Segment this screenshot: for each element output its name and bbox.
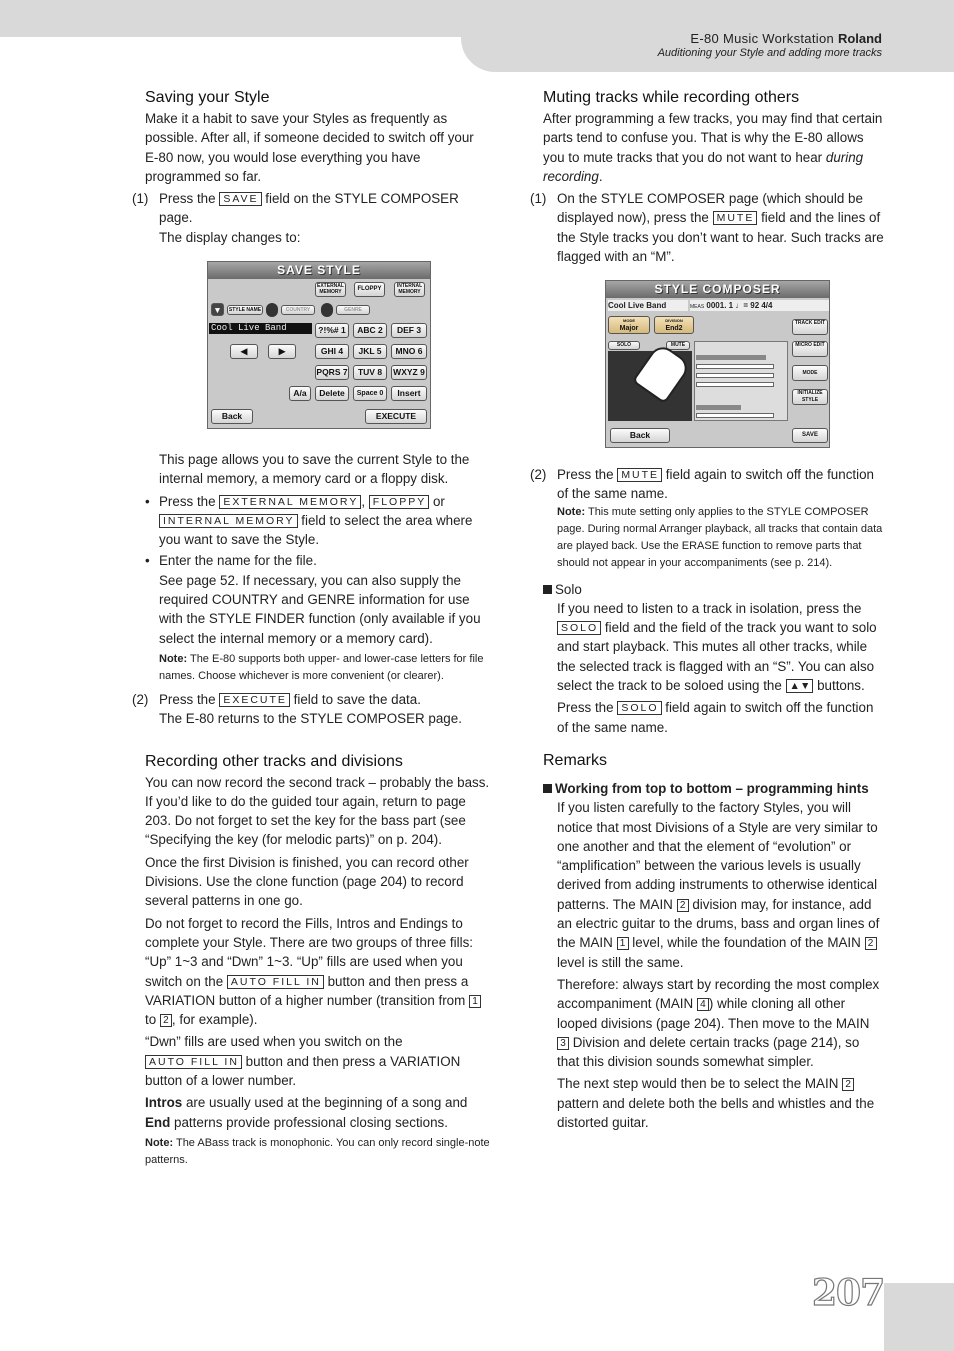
internal-memory-button[interactable]: INTERNAL MEMORY xyxy=(394,282,425,297)
save-style-screen xyxy=(207,261,431,429)
style-name-field: Cool Live Band xyxy=(608,300,688,311)
hint-heading: Working from top to bottom – programming hints xyxy=(543,779,885,798)
cursor-right-button[interactable]: ▶ xyxy=(268,344,296,359)
division-field[interactable]: DIVISION End2 xyxy=(654,316,694,334)
initialize-style-button[interactable]: INITIALIZE STYLE xyxy=(792,389,828,405)
right-column-bottom xyxy=(530,465,885,1135)
genre-toggle[interactable] xyxy=(321,303,333,317)
step-1: (1) Press the SAVE field on the STYLE COMPOSER page. The display changes to: xyxy=(132,191,459,245)
paragraph: Once the first Division is finished, you can record other Divisions. Use the clone function (page 204) to record several patterns in one go. xyxy=(145,854,469,909)
mute-button[interactable]: MUTE xyxy=(666,341,690,350)
save-button[interactable]: SAVE xyxy=(792,428,828,443)
insert-button[interactable]: Insert xyxy=(391,386,427,401)
auto-fill-in-key: AUTO FILL IN xyxy=(227,975,324,989)
solo-key: SOLO xyxy=(557,621,601,635)
track-bar xyxy=(696,405,741,410)
auto-fill-in-key: AUTO FILL IN xyxy=(145,1055,242,1069)
paragraph: The next step would then be to select the MAIN 2 pattern and delete both the bells and whistles and the distorted guitar. xyxy=(557,1076,875,1131)
header-subtitle: Auditioning your Style and adding more tracks xyxy=(657,47,882,59)
key-4[interactable]: GHI 4 xyxy=(315,344,349,359)
paragraph: If you listen carefully to the factory Styles, you will notice that most Divisions of a Style are very similar to one another and that the element of “evolution” or “amplification” between the various levels is usually derived from adding instruments to otherwise identical patterns. The MAIN 2 division may, for instance, add an electric guitar to the drums, bass and organ lines of the MAIN 1 level, while the foundation of the MAIN 2 level is still the same. xyxy=(557,800,880,970)
key-6[interactable]: MNO 6 xyxy=(391,344,427,359)
step-2: (2) Press the EXECUTE field to save the data. The E-80 returns to the STYLE COMPOSER page. xyxy=(132,691,462,727)
paragraph: After programming a few tracks, you may find that certain parts tend to confuse you. That is why the E-80 allows you to mute tracks that you do not want to hear during recording. xyxy=(543,111,883,184)
page-corner xyxy=(884,1283,954,1351)
step-2: (2) Press the MUTE field again to switch off the function of the same name. xyxy=(530,467,874,502)
track-edit-button[interactable]: TRACK EDIT xyxy=(792,319,828,335)
solo-button[interactable]: SOLO xyxy=(608,341,640,350)
paragraph: If you need to listen to a track in isolation, press the SOLO field and the field of the track you want to solo and start playback. This mutes all other tracks, while the selected track is flagged with an “S”. You can also select the track to be soloed using the ▲▼ buttons. xyxy=(557,600,877,694)
micro-edit-button[interactable]: MICRO EDIT xyxy=(792,341,828,357)
paragraph: Intros are usually used at the beginning of a song and End patterns provide professional closing sections. xyxy=(145,1095,468,1130)
key-8[interactable]: TUV 8 xyxy=(353,365,387,380)
meas-readout: MEAS 0001. 1 ♩= 92 4/4 xyxy=(690,300,829,311)
execute-key: EXECUTE xyxy=(219,693,290,707)
section-title: Muting tracks while recording others xyxy=(543,89,800,106)
left-column-top xyxy=(132,88,490,247)
genre-label[interactable]: GENRE xyxy=(336,305,370,315)
paragraph: “Dwn” fills are used when you switch on the AUTO FILL IN button and then press a VARIATION button of a lower number. xyxy=(145,1034,461,1089)
mode-field[interactable]: MODE Major xyxy=(608,316,650,334)
mute-key: MUTE xyxy=(713,211,758,225)
right-column-top xyxy=(530,88,885,266)
floppy-button[interactable]: FLOPPY xyxy=(354,282,385,297)
paragraph: Therefore: always start by recording the most complex accompaniment (MAIN 4 ) while cloning all other looped divisions (page 204). Then move to the MAIN 3 Division and delete certain tracks (page 214), so that this division sounds somewhat simpler. xyxy=(557,976,880,1070)
mute-key: MUTE xyxy=(617,468,662,482)
track-bar xyxy=(696,382,774,387)
back-button[interactable]: Back xyxy=(610,428,670,443)
paragraph: This page allows you to save the current Style to the internal memory, a memory card or a floppy disk. xyxy=(159,452,470,487)
solo-heading: Solo xyxy=(543,580,885,599)
screen-title: SAVE STYLE xyxy=(208,262,430,279)
save-key: SAVE xyxy=(219,192,261,206)
key-1[interactable]: ?!%# 1 xyxy=(315,323,349,338)
track-bar xyxy=(696,364,774,369)
execute-button[interactable]: EXECUTE xyxy=(365,409,427,424)
header-title: E-80 Music Workstation Roland xyxy=(690,31,882,46)
section-title: Saving your Style xyxy=(145,89,270,106)
key-9[interactable]: WXYZ 9 xyxy=(391,365,427,380)
left-column-bottom xyxy=(132,450,490,1172)
name-field[interactable]: Cool Live Band xyxy=(209,323,312,334)
page-number: 207 xyxy=(812,1272,885,1314)
note: Note: The ABass track is monophonic. You can only record single-note patterns. xyxy=(145,1136,490,1166)
style-name-tab[interactable]: STYLE NAME xyxy=(228,307,262,313)
external-memory-button[interactable]: EXTERNAL MEMORY xyxy=(315,282,346,297)
step-1: (1) On the STYLE COMPOSER page (which should be displayed now), press the MUTE field and the lines of the Style tracks you don’t want to hear. Such tracks are flagged with an “M”. xyxy=(530,191,884,265)
cursor-left-button[interactable]: ◀ xyxy=(230,344,258,359)
key-2[interactable]: ABC 2 xyxy=(353,323,387,338)
delete-button[interactable]: Delete xyxy=(315,386,349,401)
mode-button[interactable]: MODE xyxy=(792,365,828,381)
case-button[interactable]: A/a xyxy=(289,386,311,401)
note: Note: The E-80 supports both upper- and lower-case letters for file names. Choose whichever is more convenient (or clearer). xyxy=(159,652,484,682)
paragraph: You can now record the second track – probably the bass. If you’d like to do the guided tour again, return to page 203. Do not forget to set the key for the bass part (see “Specifying the key (for melodic parts)” on p. 204). xyxy=(145,774,490,848)
track-bar xyxy=(696,355,766,360)
country-tab[interactable] xyxy=(266,303,278,317)
bullet-item: • Press the EXTERNAL MEMORY , FLOPPY or INTERNAL MEMORY field to select the area where you want to save the Style. xyxy=(145,492,490,550)
paragraph: Do not forget to record the Fills, Intros and Endings to complete your Style. There are two groups of three fills: “Up” 1~3 and “Dwn” 1~3. “Up” fills are used when you switch on the AUTO FILL IN button and then press a VARIATION button of a higher number (transition from 1 to 2 , for example). xyxy=(145,914,490,1030)
floppy-key: FLOPPY xyxy=(369,495,429,509)
key-7[interactable]: PQRS 7 xyxy=(315,365,349,380)
note: Note: This mute setting only applies to the STYLE COMPOSER page. During normal Arranger playback, all tracks that contain data are played back. Use the ERASE function to remove parts that should not appear in your accompaniments (see p. 214). xyxy=(557,505,883,569)
paragraph: Make it a habit to save your Styles as frequently as possible. After all, if someone decided to switch off your E-80 now, you would lose everything you have programmed so far. xyxy=(145,111,474,184)
solo-key: SOLO xyxy=(617,701,661,715)
style-composer-screen xyxy=(605,280,830,448)
back-button[interactable]: Back xyxy=(211,409,253,424)
key-3[interactable]: DEF 3 xyxy=(391,323,427,338)
section-title: Remarks xyxy=(543,751,608,769)
key-5[interactable]: JKL 5 xyxy=(353,344,387,359)
country-label[interactable]: COUNTRY xyxy=(281,305,315,315)
internal-memory-key: INTERNAL MEMORY xyxy=(159,514,298,528)
track-bar xyxy=(696,413,774,418)
paragraph: Press the SOLO field again to switch off the function of the same name. xyxy=(557,700,874,735)
space-button[interactable]: Space 0 xyxy=(353,386,387,401)
bullet-item: • Enter the name for the file. See page 52. If necessary, you can also supply the required COUNTRY and GENRE information for use with the STYLE FINDER function (only available if you select the internal memory or a memory card). xyxy=(145,551,490,647)
external-memory-key: EXTERNAL MEMORY xyxy=(219,495,361,509)
arrow-keys: ▲▼ xyxy=(786,679,814,693)
section-title: Recording other tracks and divisions xyxy=(145,752,403,770)
dropdown-icon[interactable]: ▼ xyxy=(211,303,224,316)
track-bar xyxy=(696,373,774,378)
screen-title: STYLE COMPOSER xyxy=(606,281,829,298)
